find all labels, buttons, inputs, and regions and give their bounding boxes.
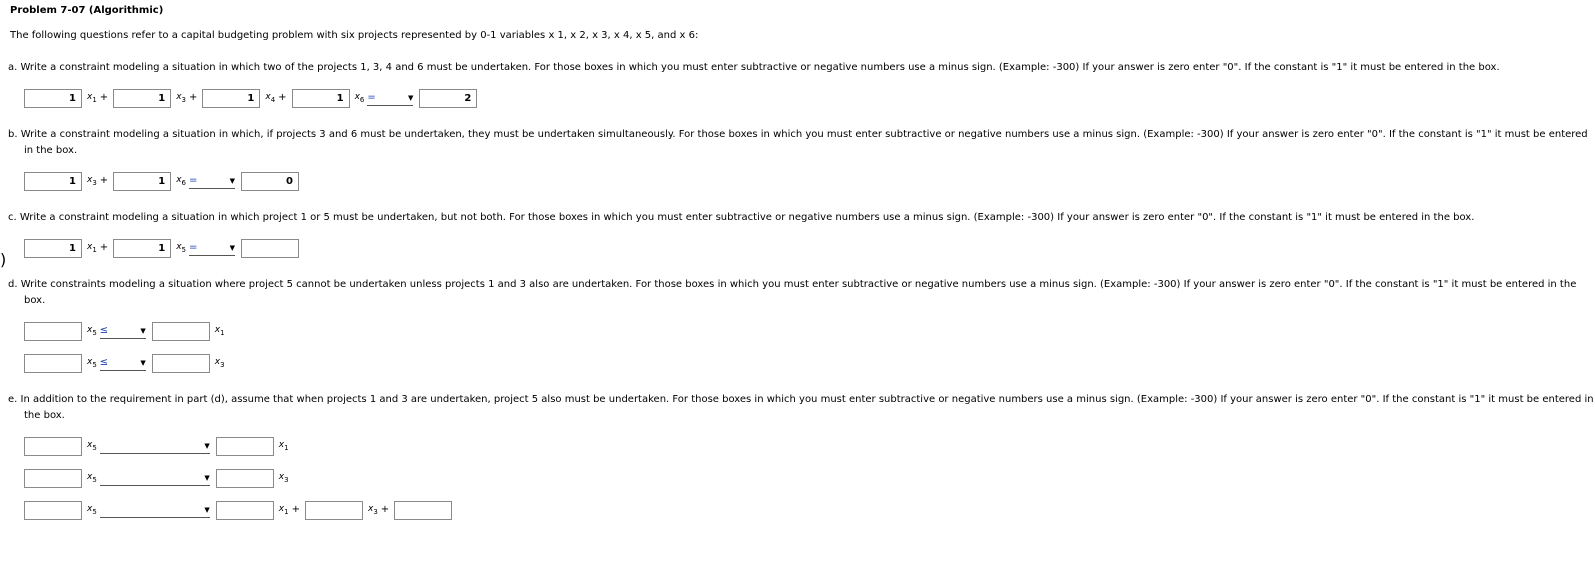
relation-value: ≤ — [99, 324, 109, 336]
part-b-text: b. Write a constraint modeling a situation in which, if projects 3 and 6 must be undertaken, they must be undertaken simultaneously. For those boxes in which you must enter subtractive or negative numbers use a minus sign. (Example: -300) If your answer is zero enter "0". If the constant is "1" it must be entered in the box. — [8, 129, 1588, 156]
var-subscript: 1 — [92, 245, 97, 254]
var-letter: x — [265, 91, 271, 102]
e1-var-x1 — [279, 437, 289, 456]
e3-coef-x5-input[interactable] — [24, 501, 82, 520]
var-letter: x — [176, 174, 182, 185]
var-subscript: 5 — [92, 328, 97, 337]
part-a-text: a. Write a constraint modeling a situation in which two of the projects 1, 3, 4 and 6 must be undertaken. For those boxes in which you must enter subtractive or negative numbers use a minus sign. (Example: -300) If your answer is zero enter "0". If the constant is "1" it must be entered in the box. — [8, 62, 1500, 73]
var-letter: x — [176, 241, 182, 252]
problem-container — [0, 5, 1595, 520]
plus-sign: + — [291, 504, 300, 515]
e2-coef-x5-input[interactable] — [24, 469, 82, 488]
var-letter: x — [278, 503, 285, 514]
relation-value: = — [188, 174, 198, 186]
d1-relation-select[interactable] — [100, 324, 146, 339]
plus-sign: + — [278, 92, 287, 103]
plus-sign: + — [99, 242, 109, 253]
var-letter: x — [87, 356, 93, 367]
c-coef-x1-input[interactable] — [24, 239, 82, 258]
var-subscript: 3 — [181, 95, 186, 104]
a-var-x1 — [87, 89, 97, 108]
var-letter: x — [278, 471, 285, 482]
var-letter: x — [87, 174, 93, 185]
plus-sign: + — [99, 175, 109, 186]
relation-value: = — [188, 241, 198, 253]
var-subscript: 5 — [92, 507, 97, 516]
var-subscript: 4 — [270, 95, 276, 104]
c-coef-x5-input[interactable] — [113, 239, 171, 258]
b-rhs-input[interactable] — [241, 172, 299, 191]
var-letter: x — [354, 91, 360, 102]
part-c-text: c. Write a constraint modeling a situation in which project 1 or 5 must be undertaken, but not both. For those boxes in which you must enter subtractive or negative numbers use a minus sign. (Example: -300) If your answer is zero enter "0". If the constant is "1" it must be entered in the box. — [8, 212, 1475, 223]
chevron-down-icon: ▼ — [204, 505, 210, 514]
var-subscript: 1 — [220, 328, 225, 337]
relation-value: = — [367, 91, 376, 103]
a-coef-x4-input[interactable] — [202, 89, 260, 108]
c-var-x1 — [87, 239, 97, 258]
c-relation-select[interactable] — [189, 241, 235, 256]
e2-relation-select[interactable] — [100, 471, 210, 486]
d2-var-x3 — [215, 354, 225, 373]
b-relation-select[interactable] — [189, 174, 235, 189]
d1-coef-x5-input[interactable] — [24, 322, 82, 341]
plus-sign: + — [99, 92, 109, 103]
var-subscript: 6 — [359, 95, 365, 104]
b-var-x3 — [87, 172, 97, 191]
e3-var-x1 — [279, 501, 289, 520]
part-a-constraint — [24, 88, 1595, 108]
var-letter: x — [87, 241, 93, 252]
e3-rhs-input[interactable] — [394, 501, 452, 520]
var-letter: x — [367, 503, 374, 514]
a-relation-select[interactable] — [367, 91, 413, 106]
chevron-down-icon: ▼ — [229, 243, 235, 252]
part-b — [8, 127, 1595, 191]
relation-value: ≤ — [99, 356, 109, 368]
chevron-down-icon: ▼ — [204, 441, 210, 450]
problem-intro: The following questions refer to a capital budgeting problem with six projects represented by 0-1 variables x 1, x 2, x 3, x 4, x 5, and x 6: — [10, 30, 699, 41]
e1-coef-x1-input[interactable] — [216, 437, 274, 456]
part-a — [8, 60, 1595, 108]
var-letter: x — [87, 324, 93, 335]
chevron-down-icon: ▼ — [229, 176, 235, 185]
part-e — [8, 392, 1595, 520]
var-subscript: 1 — [284, 507, 289, 516]
a-rhs-input[interactable] — [419, 89, 477, 108]
var-subscript: 3 — [92, 178, 97, 187]
plus-sign: + — [188, 92, 198, 103]
left-bracket-mark: ) — [0, 250, 7, 269]
a-coef-x3-input[interactable] — [113, 89, 171, 108]
var-subscript: 5 — [92, 475, 97, 484]
var-subscript: 3 — [284, 475, 289, 484]
d2-coef-x3-input[interactable] — [152, 354, 210, 373]
var-letter: x — [214, 324, 221, 335]
e3-coef-x3-input[interactable] — [305, 501, 363, 520]
chevron-down-icon: ▼ — [140, 358, 146, 367]
part-b-constraint — [24, 171, 1595, 191]
e2-coef-x3-input[interactable] — [216, 469, 274, 488]
c-rhs-input[interactable] — [241, 239, 299, 258]
chevron-down-icon: ▼ — [407, 93, 414, 102]
b-coef-x3-input[interactable] — [24, 172, 82, 191]
part-d-constraint-1 — [24, 321, 1595, 341]
var-subscript: 1 — [284, 443, 289, 452]
a-var-x4 — [265, 89, 275, 108]
a-coef-x6-input[interactable] — [292, 89, 350, 108]
var-letter: x — [278, 439, 285, 450]
part-e-constraint-3 — [24, 500, 1595, 520]
var-subscript: 3 — [373, 507, 378, 516]
part-d-text: d. Write constraints modeling a situation where project 5 cannot be undertaken unless projects 1 and 3 also are undertaken. For those boxes in which you must enter subtractive or negative numbers use a minus sign. (Example: -300) If your answer is zero enter "0". If the constant is "1" it must be entered in the box. — [8, 279, 1577, 306]
part-d-constraint-2 — [24, 353, 1595, 373]
e3-relation-select[interactable] — [100, 503, 210, 518]
e2-var-x5 — [87, 469, 97, 488]
chevron-down-icon: ▼ — [204, 473, 210, 482]
problem-title: Problem 7-07 (Algorithmic) — [10, 5, 164, 16]
var-letter: x — [87, 471, 93, 482]
part-c — [8, 210, 1595, 258]
b-var-x6 — [176, 172, 186, 191]
var-letter: x — [176, 91, 182, 102]
part-e-text: e. In addition to the requirement in part (d), assume that when projects 1 and 3 are undertaken, project 5 also must be undertaken. For those boxes in which you must enter subtractive or negative numbers use a minus sign. (Example: -300) If your answer is zero enter "0". If the constant is "1" it must be entered in the box. — [8, 394, 1594, 421]
part-e-constraint-1 — [24, 436, 1595, 456]
e2-var-x3 — [279, 469, 289, 488]
d2-coef-x5-input[interactable] — [24, 354, 82, 373]
plus-sign: + — [380, 504, 390, 515]
e1-coef-x5-input[interactable] — [24, 437, 82, 456]
e1-relation-select[interactable] — [100, 439, 210, 454]
chevron-down-icon: ▼ — [140, 326, 146, 335]
var-letter: x — [87, 91, 93, 102]
e3-coef-x1-input[interactable] — [216, 501, 274, 520]
var-subscript: 5 — [181, 245, 186, 254]
e3-var-x5 — [87, 501, 97, 520]
part-e-constraint-2 — [24, 468, 1595, 488]
part-c-constraint — [24, 238, 1595, 258]
var-subscript: 5 — [92, 360, 97, 369]
d1-var-x1 — [215, 322, 225, 341]
c-var-x5 — [176, 239, 186, 258]
d2-relation-select[interactable] — [100, 356, 146, 371]
var-letter: x — [87, 439, 93, 450]
e3-var-x3 — [368, 501, 378, 520]
a-coef-x1-input[interactable] — [24, 89, 82, 108]
d1-var-x5 — [87, 322, 97, 341]
a-var-x6 — [355, 89, 365, 108]
var-subscript: 3 — [220, 360, 225, 369]
part-d — [8, 277, 1595, 373]
var-subscript: 6 — [181, 178, 186, 187]
d1-coef-x1-input[interactable] — [152, 322, 210, 341]
b-coef-x6-input[interactable] — [113, 172, 171, 191]
d2-var-x5 — [87, 354, 97, 373]
var-letter: x — [87, 503, 93, 514]
var-subscript: 5 — [92, 443, 97, 452]
a-var-x3 — [176, 89, 186, 108]
var-subscript: 1 — [92, 95, 97, 104]
e1-var-x5 — [87, 437, 97, 456]
var-letter: x — [214, 356, 221, 367]
